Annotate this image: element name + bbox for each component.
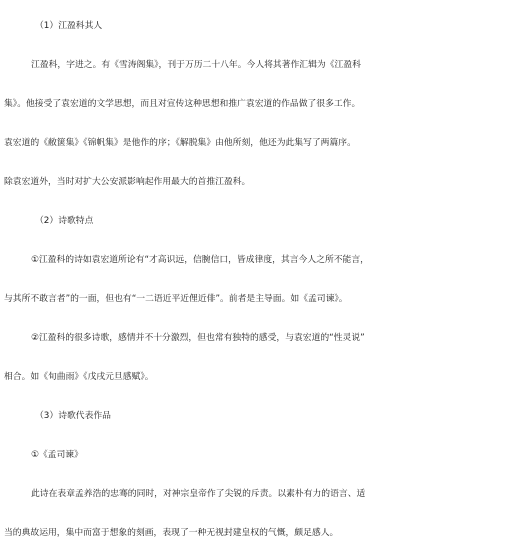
heading-1: （1）江盈科其人 <box>35 21 103 31</box>
paragraph-line: ①江盈科的诗如袁宏道所论有“才高识远，信腕信口，皆成律度，其言今人之所不能言， <box>31 255 369 265</box>
paragraph-line: ②江盈科的很多诗歌，感情并不十分激烈，但也常有独特的感受，与袁宏道的“性灵说” <box>31 333 365 343</box>
paragraph-line: 袁宏道的《敝箧集》《锦帆集》是他作的序；《解脱集》由他所刻，他还为此集写了两篇序。 <box>4 138 356 148</box>
paragraph-line: 此诗在表章孟养浩的忠骞的同时，对神宗皇帝作了尖锐的斥责。以素朴有力的语言、适 <box>31 489 366 499</box>
paragraph-line: 当的典故运用，集中而富于想象的刻画，表现了一种无视封建皇权的气慨，颇足感人。 <box>4 528 339 538</box>
paragraph-line: 相合。如《旬曲雨》《戊戌元旦感赋》。 <box>4 372 154 382</box>
heading-2: （2）诗歌特点 <box>35 216 94 226</box>
heading-3: （3）诗歌代表作品 <box>35 411 111 421</box>
paragraph-line: 江盈科，字进之。有《雪涛阁集》，刊于万历二十八年。今人将其著作汇辑为《江盈科 <box>31 60 361 70</box>
paragraph-line: 集》。他接受了袁宏道的文学思想，而且对宣传这种思想和推广袁宏道的作品做了很多工作。 <box>4 99 361 109</box>
paragraph-line: 与其所不敢言者”的一面，但也有“一二语近平近俚近俳”。前者是主导面。如《孟司谏》。 <box>4 294 348 304</box>
subheading: ①《孟司谏》 <box>31 450 83 460</box>
paragraph-line: 除袁宏道外，当时对扩大公安派影响起作用最大的首推江盈科。 <box>4 177 251 187</box>
